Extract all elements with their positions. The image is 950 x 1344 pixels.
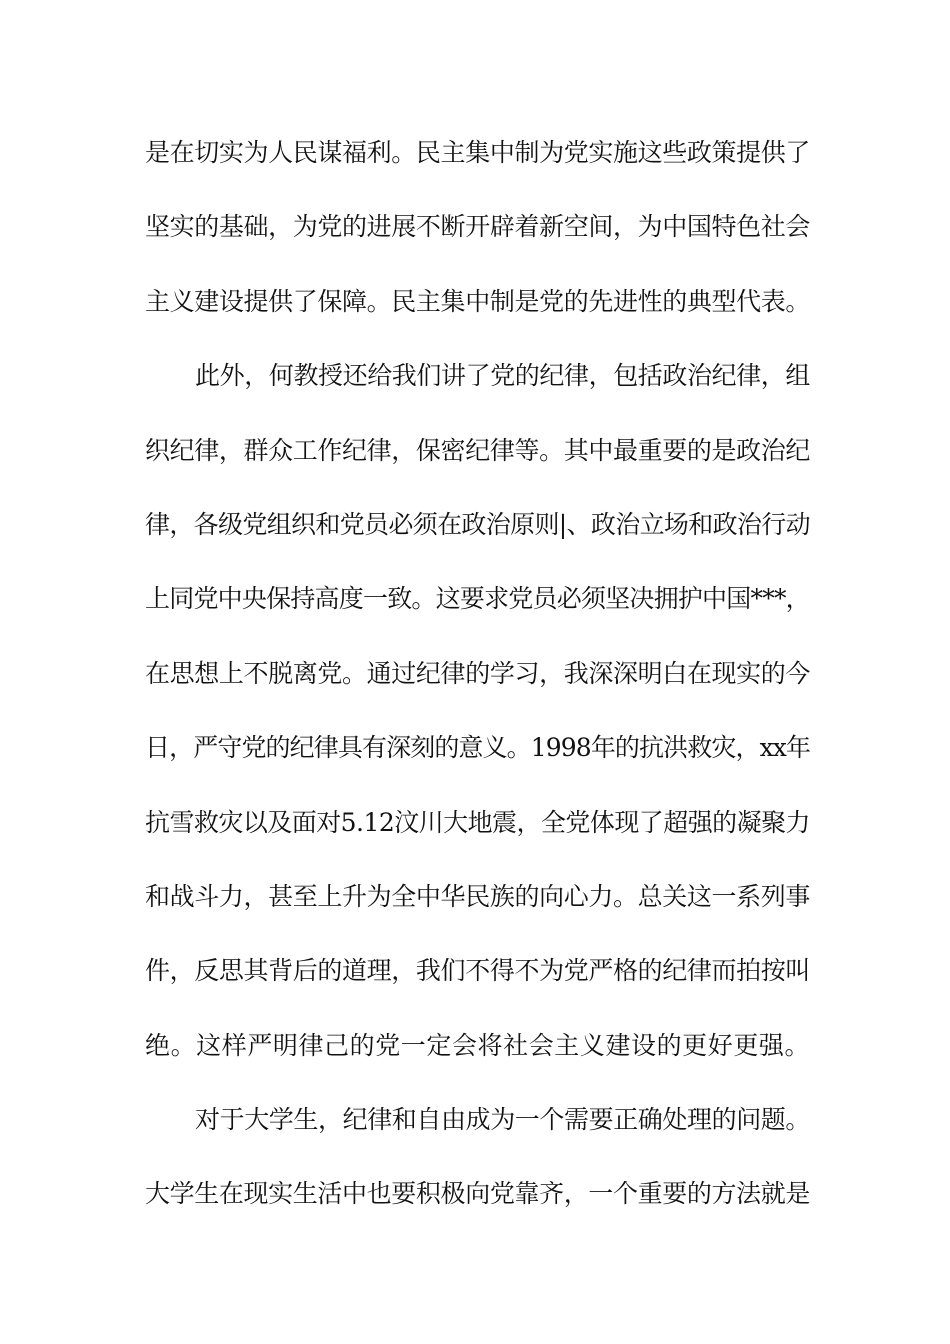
text-line: 是在切实为人民谋福利。民主集中制为党实施这些政策提供了 [145,138,811,167]
document-body [145,128,810,1244]
text-line: 主义建设提供了保障。民主集中制是党的先进性的典型代表。 [145,286,811,316]
text-line: 坚实的基础，为党的进展不断开辟着新空间，为中国特色社会 [145,212,811,242]
text-line: 律，各级党组织和党员必须在政治原则|、政治立场和政治行动 [145,509,810,539]
text-line: 织纪律，群众工作纪律，保密纪律等。其中最重要的是政治纪 [145,435,811,465]
text-line: 大学生在现实生活中也要积极向党靠齐，一个重要的方法就是 [145,1179,811,1209]
text-line: 抗雪救灾以及面对5.12汶川大地震，全党体现了超强的凝聚力 [145,807,811,837]
paragraph-first-line: 对于大学生，纪律和自由成为一个需要正确处理的问题。 [195,1105,811,1135]
text-line: 绝。这样严明律己的党一定会将社会主义建设的更好更强。 [145,1030,811,1060]
text-line: 上同党中央保持高度一致。这要求党员必须坚决拥护中国***， [145,584,810,614]
text-line: 件，反思其背后的道理，我们不得不为党严格的纪律而拍按叫 [145,956,811,986]
paragraph-first-line: 此外，何教授还给我们讲了党的纪律，包括政治纪律，组 [195,361,811,391]
text-line: 日，严守党的纪律具有深刻的意义。1998年的抗洪救灾，xx年 [145,733,811,763]
text-line: 在思想上不脱离党。通过纪律的学习，我深深明白在现实的今 [145,658,811,688]
text-line: 和战斗力，甚至上升为全中华民族的向心力。总关这一系列事 [145,881,811,911]
